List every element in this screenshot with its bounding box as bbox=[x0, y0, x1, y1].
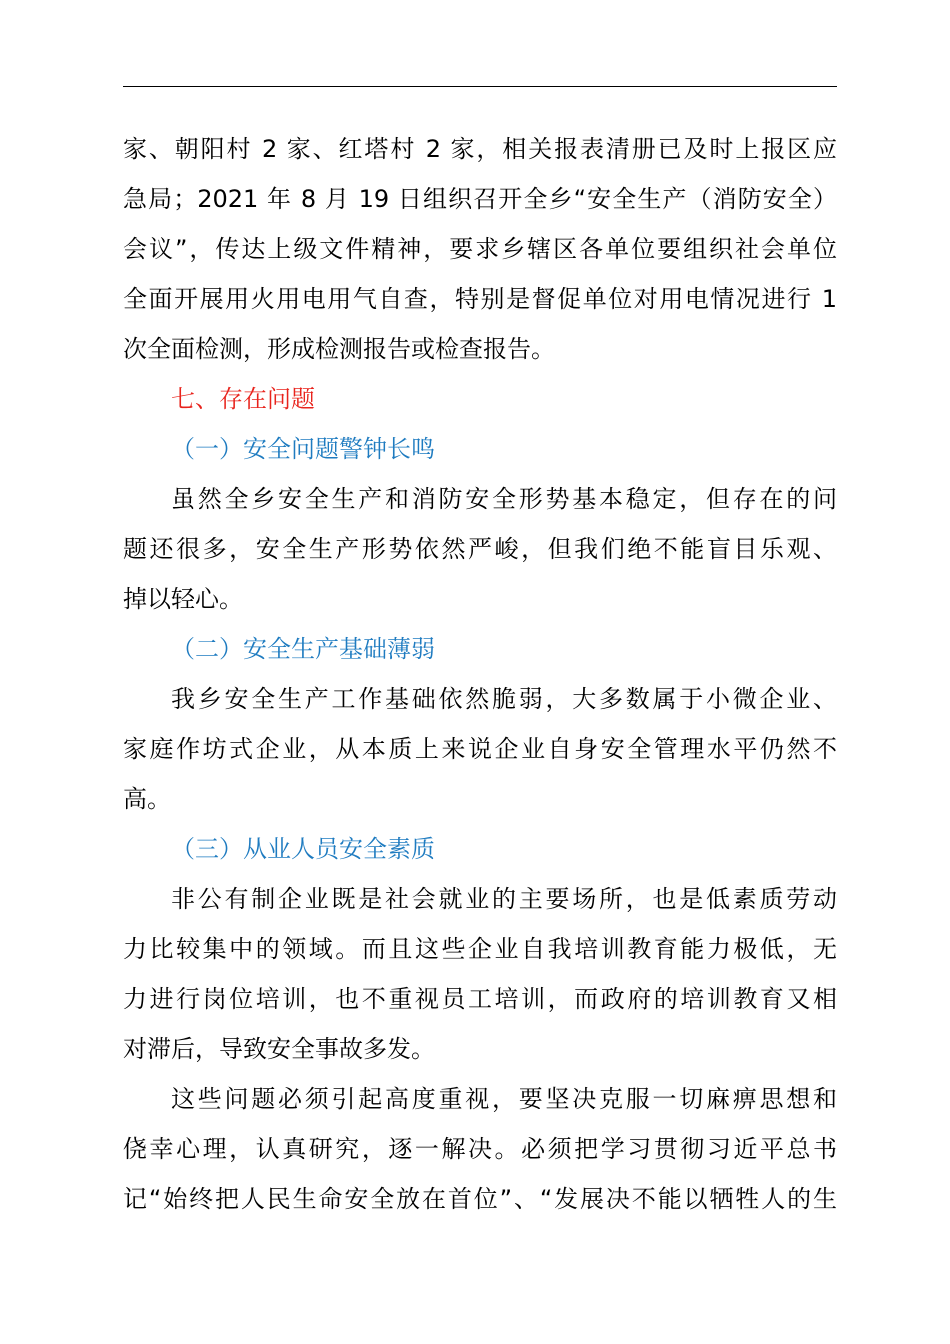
paragraph-line: 对滞后，导致安全事故多发。 bbox=[123, 1035, 435, 1063]
paragraph-line: 家庭作坊式企业，从本质上来说企业自身安全管理水平仍然不 bbox=[123, 735, 837, 763]
paragraph-line: 力进行岗位培训，也不重视员工培训，而政府的培训教育又相 bbox=[123, 985, 837, 1013]
subsection-heading: （二）安全生产基础薄弱 bbox=[171, 635, 435, 663]
subsection-heading: （一）安全问题警钟长鸣 bbox=[171, 435, 435, 463]
header-rule bbox=[123, 86, 837, 87]
paragraph-line: 力比较集中的领域。而且这些企业自我培训教育能力极低，无 bbox=[123, 935, 837, 963]
paragraph-line: 侥幸心理，认真研究，逐一解决。必须把学习贯彻习近平总书 bbox=[123, 1135, 837, 1163]
subsection-heading: （三）从业人员安全素质 bbox=[171, 835, 435, 863]
paragraph-line: 我乡安全生产工作基础依然脆弱，大多数属于小微企业、 bbox=[171, 685, 837, 713]
paragraph-line: 这些问题必须引起高度重视，要坚决克服一切麻痹思想和 bbox=[171, 1085, 837, 1113]
paragraph-line: 掉以轻心。 bbox=[123, 585, 243, 613]
paragraph-line: 全面开展用火用电用气自查，特别是督促单位对用电情况进行 1 bbox=[123, 285, 837, 313]
paragraph-line: 次全面检测，形成检测报告或检查报告。 bbox=[123, 335, 555, 363]
paragraph-line: 题还很多，安全生产形势依然严峻，但我们绝不能盲目乐观、 bbox=[123, 535, 837, 563]
paragraph-line: 非公有制企业既是社会就业的主要场所，也是低素质劳动 bbox=[171, 885, 837, 913]
paragraph-line: 记“始终把人民生命安全放在首位”、“发展决不能以牺牲人的生 bbox=[123, 1185, 837, 1213]
paragraph-line: 高。 bbox=[123, 785, 171, 813]
paragraph-line: 家、朝阳村 2 家、红塔村 2 家，相关报表清册已及时上报区应 bbox=[123, 135, 837, 163]
section-heading: 七、存在问题 bbox=[171, 385, 315, 413]
paragraph-line: 急局；2021 年 8 月 19 日组织召开全乡“安全生产（消防安全） bbox=[123, 185, 837, 213]
paragraph-line: 会议”，传达上级文件精神，要求乡辖区各单位要组织社会单位 bbox=[123, 235, 837, 263]
paragraph-line: 虽然全乡安全生产和消防安全形势基本稳定，但存在的问 bbox=[171, 485, 837, 513]
document-body bbox=[123, 124, 837, 1224]
